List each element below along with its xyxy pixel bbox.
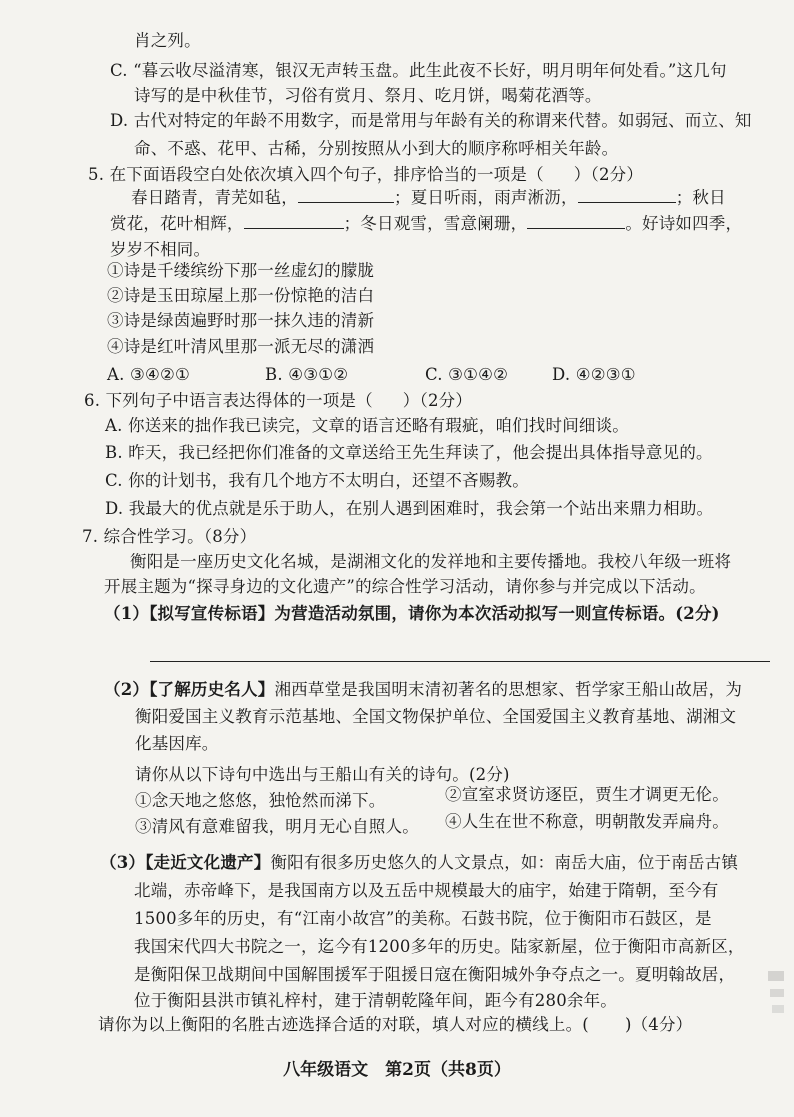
choice-b: B. 昨天，我已经把你们准备的文章送给王先生拜读了，他会提出具体指导意见的。	[105, 443, 713, 462]
text-line: 请你从以下诗句中选出与王船山有关的诗句。(2分)	[135, 765, 510, 784]
text-line: 化基因库。	[135, 734, 219, 753]
text-line: 肖之列。	[134, 31, 201, 50]
question-5	[88, 164, 643, 186]
page-footer: 八年级语文 第2页（共8页）	[283, 1060, 511, 1080]
choice-a: A. 你送来的拙作我已读完，文章的语言还略有瑕疵，咱们找时间细谈。	[105, 416, 630, 435]
answer-blank[interactable]	[244, 212, 344, 229]
option-c: C. “暮云收尽溢清寒，银汉无声转玉盘。此生此夜不长好，明月明年何处看。”这几句	[110, 61, 727, 80]
answer-line[interactable]	[150, 661, 770, 662]
choice-c: C. ③①④②	[425, 365, 509, 384]
choice-d: D. ④②③①	[552, 365, 636, 384]
text-line: 衡阳爱国主义教育示范基地、全国文物保护单位、全国爱国主义教育基地、湖湘文	[135, 707, 737, 726]
text-line: 北端，赤帝峰下，是我国南方以及五岳中规模最大的庙宇，始建于隋朝，至今有	[134, 881, 719, 900]
answer-blank[interactable]	[527, 212, 625, 229]
poem-3: ③清风有意难留我，明月无心自照人。	[135, 817, 419, 836]
passage-line: 春日踏青，青芜如毡， ；夏日听雨，雨声淅沥， ；秋日	[131, 188, 726, 207]
poem-2: ②宣室求贤访逐臣，贾生才调更无伦。	[445, 785, 729, 804]
question-7: 7. 综合性学习。（8分）	[82, 527, 257, 546]
question-6	[84, 390, 472, 412]
text-line: 是衡阳保卫战期间中国解围援军于阻援日寇在衡阳城外争夺点之一。夏明翰故居，	[134, 965, 736, 984]
poem-1: ①念天地之悠悠，独怆然而涕下。	[135, 791, 386, 810]
answer-blank[interactable]	[298, 186, 394, 203]
sentence-3: ③诗是绿茵遍野时那一抹久违的清新	[107, 311, 375, 330]
subtask-2: （2）【了解历史名人】湘西草堂是我国明末清初著名的思想家、哲学家王船山故居，为	[104, 680, 743, 699]
text-line: 1500多年的历史，有“江南小故宫”的美称。石鼓书院，位于衡阳市石鼓区，是	[134, 909, 712, 928]
subtask-2-title: （2）【了解历史名人】	[104, 680, 275, 699]
scan-smudge	[764, 965, 790, 1025]
subtask-1: （1）【拟写宣传标语】为营造活动氛围，请你为本次活动拟写一则宣传标语。(2分)	[104, 604, 720, 623]
text-line: 命、不惑、花甲、古稀，分别按照从小到大的顺序称呼相关年龄。	[134, 139, 619, 158]
intro-line: 衡阳是一座历史文化名城，是湖湘文化的发祥地和主要传播地。我校八年级一班将	[130, 552, 732, 571]
choice-b: B. ④③①②	[265, 365, 349, 384]
text-line: 诗写的是中秋佳节，习俗有赏月、祭月、吃月饼，喝菊花酒等。	[134, 86, 602, 105]
question-6-score: ）（2分）	[402, 391, 473, 410]
instruction-line: 请你为以上衡阳的名胜古迹选择合适的对联，填人对应的横线上。( )（4分）	[98, 1015, 693, 1034]
passage-line: 赏花，花叶相辉， ；冬日观雪，雪意阑珊， 。好诗如四季，	[110, 214, 743, 233]
sentence-1: ①诗是千缕缤纷下那一丝虚幻的朦胧	[107, 261, 375, 280]
question-5-stem: 5. 在下面语段空白处依次填入四个句子，排序恰当的一项是（	[88, 165, 544, 184]
text-line: 我国宋代四大书院之一，迄今有1200多年的历史。陆家新屋，位于衡阳市高新区，	[134, 937, 745, 956]
option-d: D. 古代对特定的年龄不用数字，而是常用与年龄有关的称谓来代替。如弱冠、而立、知	[110, 111, 752, 130]
choice-c: C. 你的计划书，我有几个地方不太明白，还望不吝赐教。	[105, 471, 529, 490]
text-line: 位于衡阳县洪市镇礼梓村，建于清朝乾隆年间，距今有280余年。	[134, 991, 617, 1010]
sentence-4: ④诗是红叶清风里那一派无尽的潇洒	[107, 337, 375, 356]
question-5-score: ）（2分）	[573, 165, 644, 184]
choice-d: D. 我最大的优点就是乐于助人，在别人遇到困难时，我会第一个站出来鼎力相助。	[105, 499, 714, 518]
sentence-2: ②诗是玉田琼屋上那一份惊艳的洁白	[107, 286, 375, 305]
subtask-3: （3）【走近文化遗产】衡阳有很多历史悠久的人文景点，如：南岳大庙，位于南岳古镇	[100, 853, 739, 872]
question-6-stem: 6. 下列句子中语言表达得体的一项是（	[84, 391, 373, 410]
subtask-3-title: （3）【走近文化遗产】	[100, 853, 271, 872]
poem-4: ④人生在世不称意，明朝散发弄扁舟。	[445, 812, 729, 831]
intro-line: 开展主题为“探寻身边的文化遗产”的综合性学习活动，请你参与并完成以下活动。	[104, 577, 706, 596]
choice-a: A. ③④②①	[107, 365, 190, 384]
answer-blank[interactable]	[578, 186, 676, 203]
passage-line: 岁岁不相同。	[110, 240, 211, 259]
